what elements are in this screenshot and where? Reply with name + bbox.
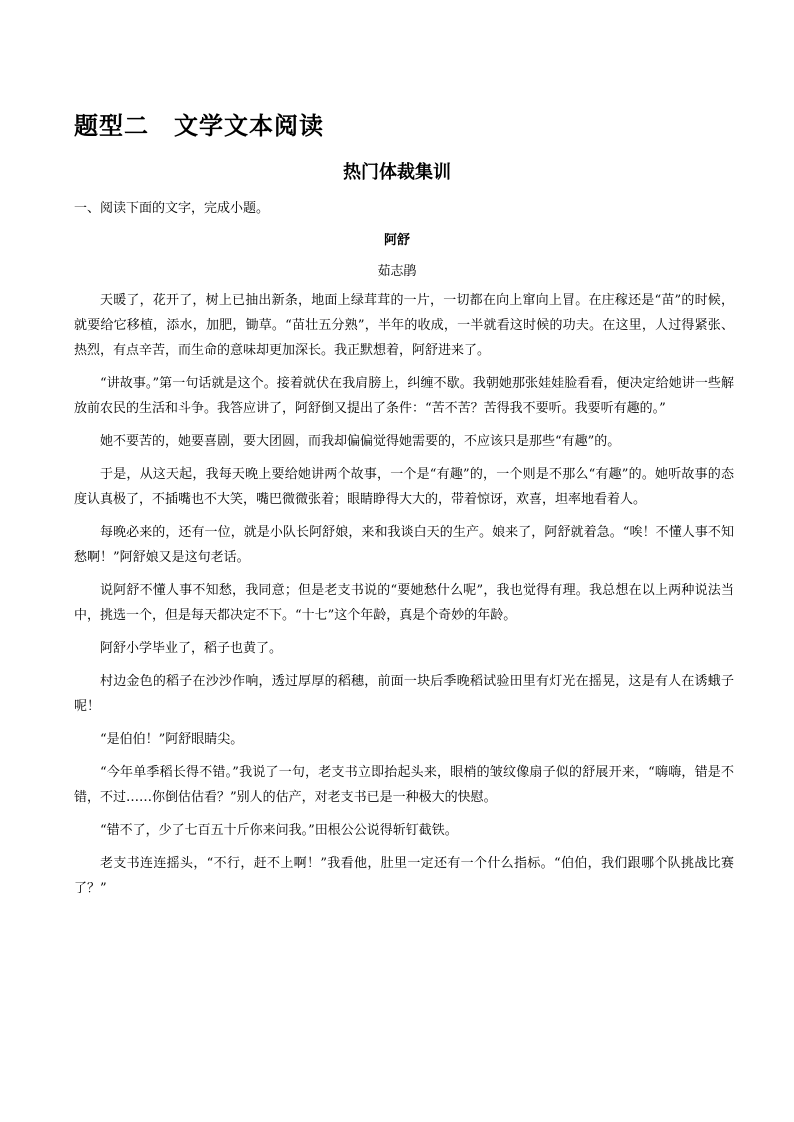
paragraph: 说阿舒不懂人事不知愁，我同意；但是老支书说的“要她愁什么呢”，我也觉得有理。我总想在以上两种说法当中，挑选一个，但是每天都决定不下。“十七”这个年龄，真是个奇妙的年龄。 [74, 583, 734, 623]
paragraph: “是伯伯！”阿舒眼睛尖。 [100, 732, 244, 747]
paragraph: 阿舒小学毕业了，稻子也黄了。 [100, 641, 283, 656]
paragraph: “讲故事。”第一句话就是这个。接着就伏在我肩膀上，纠缠不歇。我朝她那张娃娃脸看看，便决定给她讲一些解放前农民的生活和斗争。我答应讲了，阿舒倒又提出了条件：“苦不苦？苦得我不要听。我要听有趣的。” [74, 376, 734, 416]
paragraph: “错不了，少了七百五十斤你来问我。”田根公公说得斩钉截铁。 [100, 823, 458, 838]
paragraph: 每晚必来的，还有一位，就是小队长阿舒娘，来和我谈白天的生产。娘来了，阿舒就着急。“唉！不懂人事不知愁啊！”阿舒娘又是这句老话。 [74, 525, 734, 565]
story-author: 茹志鹃 [377, 264, 417, 279]
sub-heading: 热门体裁集训 [343, 162, 451, 183]
story-body [74, 288, 734, 909]
paragraph: 她不要苦的，她要喜剧，要大团圆，而我却偏偏觉得她需要的，不应该只是那些“有趣”的。 [100, 434, 621, 449]
paragraph: 天暖了，花开了，树上已抽出新条，地面上绿茸茸的一片，一切都在向上窜向上冒。在庄稼还是“苗”的时候，就要给它移植，添水，加肥，锄草。“苗壮五分熟”，半年的收成，一半就看这时候的功夫。在这里，人过得紧张、热烈，有点辛苦，而生命的意味却更加深长。我正默想着，阿舒进来了。 [74, 293, 734, 358]
paragraph: “今年单季稻长得不错。”我说了一句，老支书立即抬起头来，眼梢的皱纹像扇子似的舒展开来，“嗨嗨，错是不错，不过……你倒估估看？”别人的估产，对老支书已是一种极大的快慰。 [74, 765, 734, 805]
paragraph: 老支书连连摇头，“不行，赶不上啊！”我看他，肚里一定还有一个什么指标。“伯伯，我们跟哪个队挑战比赛了？” [74, 856, 734, 896]
question-instruction: 一、阅读下面的文字，完成小题。 [74, 201, 270, 216]
paragraph: 村边金色的稻子在沙沙作响，透过厚厚的稻穗，前面一块后季晚稻试验田里有灯光在摇晃，这是有人在诱蛾子呢！ [74, 674, 734, 714]
story-title: 阿舒 [383, 233, 410, 248]
paragraph: 于是，从这天起，我每天晚上要给她讲两个故事，一个是“有趣”的，一个则是不那么“有趣”的。她听故事的态度认真极了，不插嘴也不大笑，嘴巴微微张着；眼睛睁得大大的，带着惊讶，欢喜，坦率地看着人。 [74, 467, 734, 507]
section-heading: 题型二 文学文本阅读 [74, 112, 324, 140]
